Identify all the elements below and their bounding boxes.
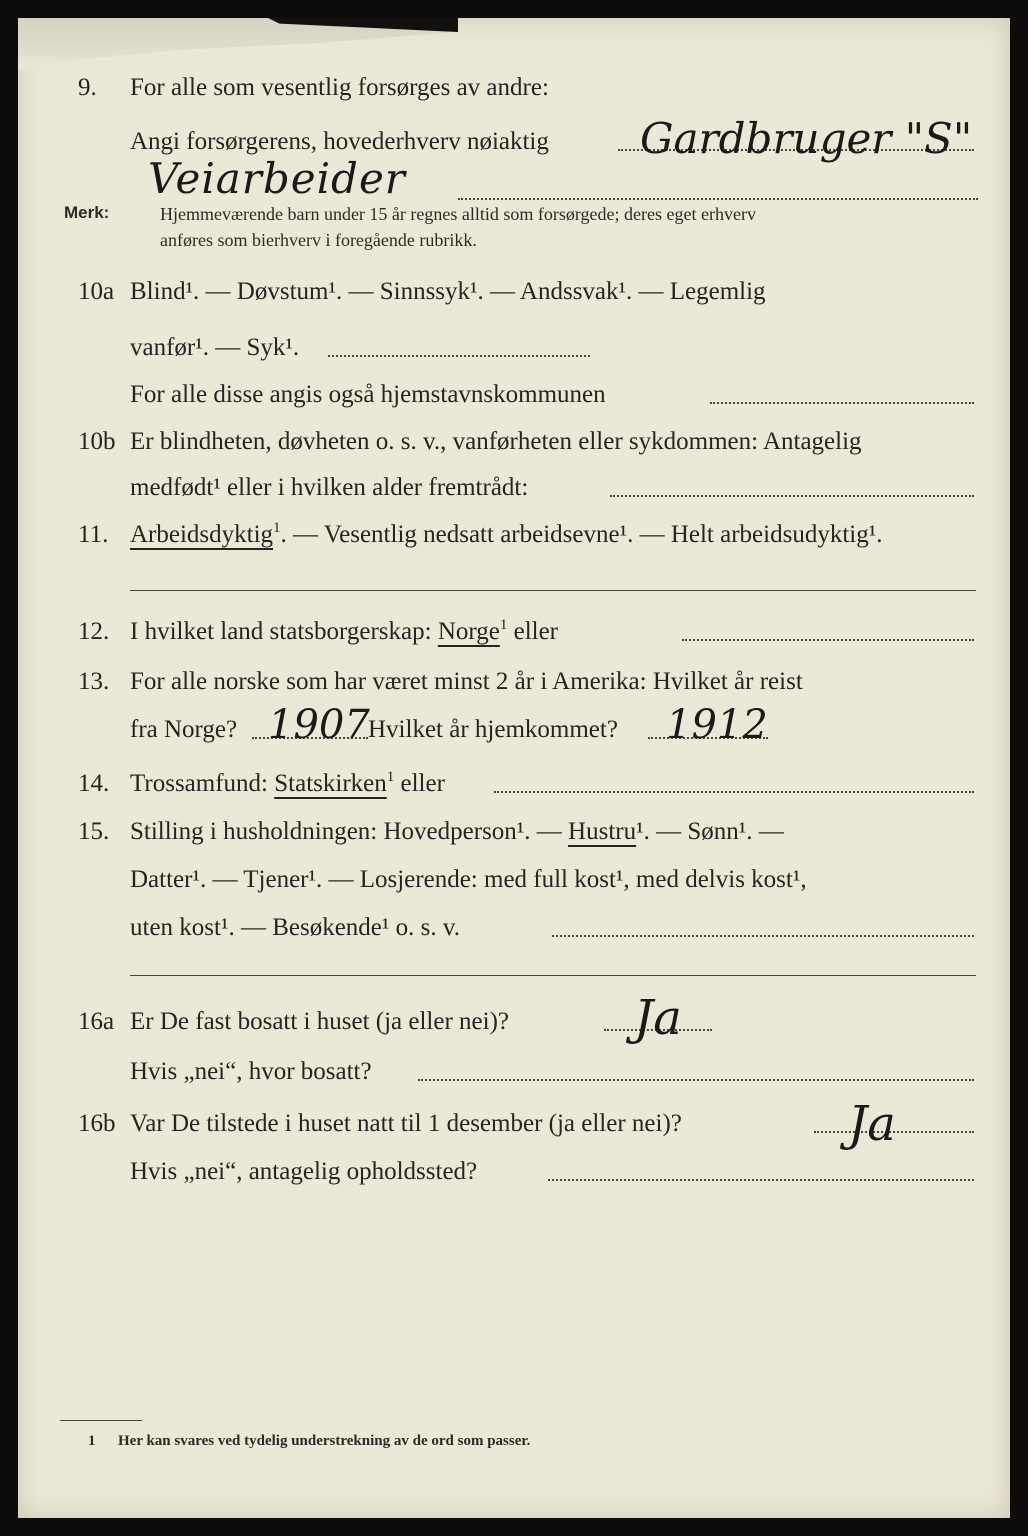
q14-number: 14. [78,770,110,797]
q16b-text-line1: Var De tilstede i huset natt til 1 desember (ja eller nei)? [130,1110,682,1137]
q16b-line2 [18,1152,1010,1192]
q15-text-line2: Datter¹. — Tjener¹. — Losjerende: med full kost¹, med delvis kost¹, [130,866,807,893]
q12-option-norge: Norge [437,618,500,645]
q14-footnote-mark: 1 [386,769,395,785]
census-form-page [18,18,1010,1518]
q12-lead: I hvilket land statsborgerskap: [130,618,432,645]
q9-answer2-handwritten: Veiarbeider [148,154,406,203]
merk-text-line2: anføres som bierhverv i foregående rubrikk. [160,230,477,250]
q15-line1 [18,812,1010,852]
q14-dotted-line [494,791,974,793]
q15-line2 [18,860,1010,900]
merk-label: Merk: [64,203,110,222]
q16a-line1 [18,1002,1010,1042]
q10b-dotted-line [610,495,974,497]
q13-line2 [18,710,1010,750]
q9-dotted-line2 [458,198,978,200]
q16b-number: 16b [78,1110,116,1137]
q11-number: 11. [78,521,109,548]
q13-text-line1: For alle norske som har været minst 2 år i Amerika: Hvilket år reist [130,668,803,695]
q13-answer-reist-handwritten: 1907 [268,702,370,748]
q16b-dotted-line2 [548,1179,974,1181]
q11-option-arbeidsdyktig: Arbeidsdyktig [130,521,274,548]
q10b-line1 [18,422,1010,462]
q16a-answer-handwritten: Ja [634,990,682,1046]
q12-line [18,612,1010,652]
q10b-line2 [18,468,1010,508]
q10b-number: 10b [78,428,116,455]
q11-line1 [18,515,1010,555]
q16a-number: 16a [78,1008,115,1035]
merk-text-line1: Hjemmeværende barn under 15 år regnes alltid som forsørgede; deres eget erhverv [160,204,756,224]
q16a-text-line1: Er De fast bosatt i huset (ja eller nei)? [130,1008,510,1035]
q10a-text-line3: For alle disse angis også hjemstavnskommunen [130,381,606,408]
q11-answer-line [130,590,976,591]
q13-lead2: fra Norge? [130,716,238,743]
q12-number: 12. [78,618,110,645]
q9-text-line2: Angi forsørgerens, hovederhverv nøiaktig [130,128,549,155]
q10a-line1 [18,272,1010,312]
q16a-text-line2: Hvis „nei“, hvor bosatt? [130,1058,372,1085]
q16b-answer-handwritten: Ja [848,1096,896,1152]
q15-text-line1 [130,812,784,852]
q11-rest: . — Vesentlig nedsatt arbeidsevne¹. — Helt arbeidsudyktig¹. [280,521,883,548]
q15-text-line3: uten kost¹. — Besøkende¹ o. s. v. [130,914,461,941]
q11-footnote-mark: 1 [273,520,281,536]
q15-dotted-line [552,935,974,937]
q12-tail: eller [513,618,559,645]
q9-number: 9. [78,74,97,101]
q10a-line3 [18,375,1010,415]
footnote-text: Her kan svares ved tydelig understrekning av de ord som passer. [118,1433,531,1449]
q9-text-line1: For alle som vesentlig forsørges av andre: [130,74,549,101]
footnote-rule [60,1420,142,1421]
q16a-line2 [18,1052,1010,1092]
q9-line1 [18,68,1010,108]
q15-tail: ¹. — Sønn¹. — [636,818,784,845]
q14-text [130,764,445,804]
q16a-dotted-line2 [418,1079,974,1081]
q15-line3 [18,908,1010,948]
q9-answer-handwritten: Gardbruger "S" [640,114,973,163]
q11-options [130,515,882,555]
q15-answer-line [130,975,976,976]
q15-number: 15. [78,818,110,845]
q14-option-statskirken: Statskirken [274,770,387,797]
q14-line [18,764,1010,804]
q10b-text-line1: Er blindheten, døvheten o. s. v., vanførheten eller sykdommen: Antagelig [130,428,862,455]
q10a-text-line1: Blind¹. — Døvstum¹. — Sinnssyk¹. — Andssvak¹. — Legemlig [130,278,766,305]
q15-lead: Stilling i husholdningen: Hovedperson¹. — [130,818,562,845]
q13-answer-hjem-handwritten: 1912 [666,702,768,748]
q10a-line2 [18,328,1010,368]
footnote [88,1433,530,1450]
footnote-mark: 1 [88,1433,96,1449]
q10a-number: 10a [78,278,115,305]
q14-lead: Trossamfund: [130,770,268,797]
q12-footnote-mark: 1 [499,617,508,633]
q10a-text-line2: vanfør¹. — Syk¹. [130,334,300,361]
q10a-dotted-line2 [710,402,974,404]
q15-option-hustru: Hustru [568,818,637,845]
q16b-text-line2: Hvis „nei“, antagelig opholdssted? [130,1158,478,1185]
q12-dotted-line [682,639,974,641]
q13-mid2: Hvilket år hjemkommet? [368,716,618,743]
q13-line1 [18,662,1010,702]
q12-text [130,612,558,652]
q10b-text-line2: medfødt¹ eller i hvilken alder fremtrådt: [130,474,529,501]
q13-number: 13. [78,668,110,695]
q10a-dotted-line1 [328,355,590,357]
q14-tail: eller [400,770,445,797]
